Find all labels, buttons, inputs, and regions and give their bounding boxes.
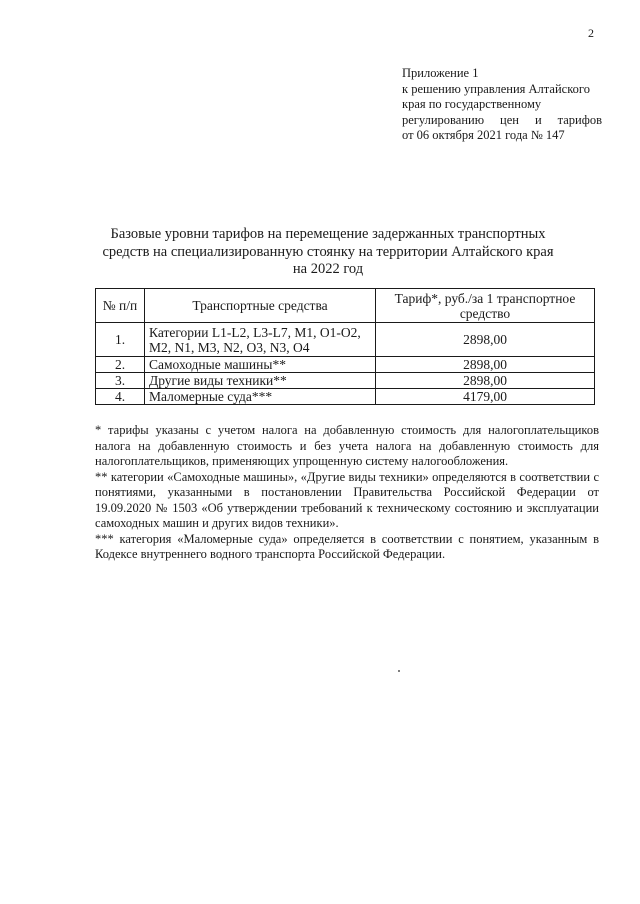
footnotes [95,423,599,563]
header-num: № п/п [96,289,145,323]
appendix-line: Приложение 1 [402,66,479,80]
title-line: средств на специализированную стоянку на территории Алтайского края [102,243,554,260]
table-row [96,357,595,373]
appendix-line: края по государственному [402,97,542,111]
row-vehicle: Самоходные машины** [145,357,376,373]
row-num: 4. [96,389,145,405]
row-tariff: 4179,00 [376,389,595,405]
title-line: на 2022 год [292,261,364,277]
row-num: 3. [96,373,145,389]
scan-speck [398,670,400,672]
footnote: ** категории «Самоходные машины», «Другие виды техники» определяются в соответствии с понятиями, указанными в постановлении Правительства Российской Федерации от 19.09.2020 № 1503 «Об утверждении требований к техническому состоянию и эксплуатации самоходных машин и других видов техники». [95,469,599,530]
row-num: 1. [96,323,145,357]
table-row [96,323,595,357]
row-tariff: 2898,00 [376,323,595,357]
row-num: 2. [96,357,145,373]
page-number: 2 [588,26,594,40]
appendix-header [402,66,602,144]
row-tariff: 2898,00 [376,373,595,389]
footnote: *** категория «Маломерные суда» определяется в соответствии с понятием, указанным в Кодексе внутреннего водного транспорта Российской Федерации. [95,531,599,561]
footnote: * тарифы указаны с учетом налога на добавленную стоимость для налогоплательщиков налога на добавленную стоимость и без учета налога на добавленную стоимость для налогоплательщиков, применяющих упрощенную систему налогообложения. [95,423,599,468]
appendix-line: от 06 октября 2021 года № 147 [402,128,565,142]
header-vehicle: Транспортные средства [145,289,376,323]
appendix-line: к решению управления Алтайского [402,81,590,96]
document-title [90,226,566,279]
table-row [96,389,595,405]
header-tariff: Тариф*, руб./за 1 транспортное средство [376,289,595,323]
appendix-line: регулированию цен и тарифов [402,112,602,127]
table-row [96,373,595,389]
row-vehicle: Маломерные суда*** [145,389,376,405]
row-tariff: 2898,00 [376,357,595,373]
table-header-row [96,289,595,323]
tariff-table [95,288,595,405]
row-vehicle: Другие виды техники** [145,373,376,389]
row-vehicle: Категории L1-L2, L3-L7, M1, O1-O2, M2, N1, M3, N2, O3, N3, O4 [145,323,376,357]
title-line: Базовые уровни тарифов на перемещение задержанных транспортных [110,226,546,242]
